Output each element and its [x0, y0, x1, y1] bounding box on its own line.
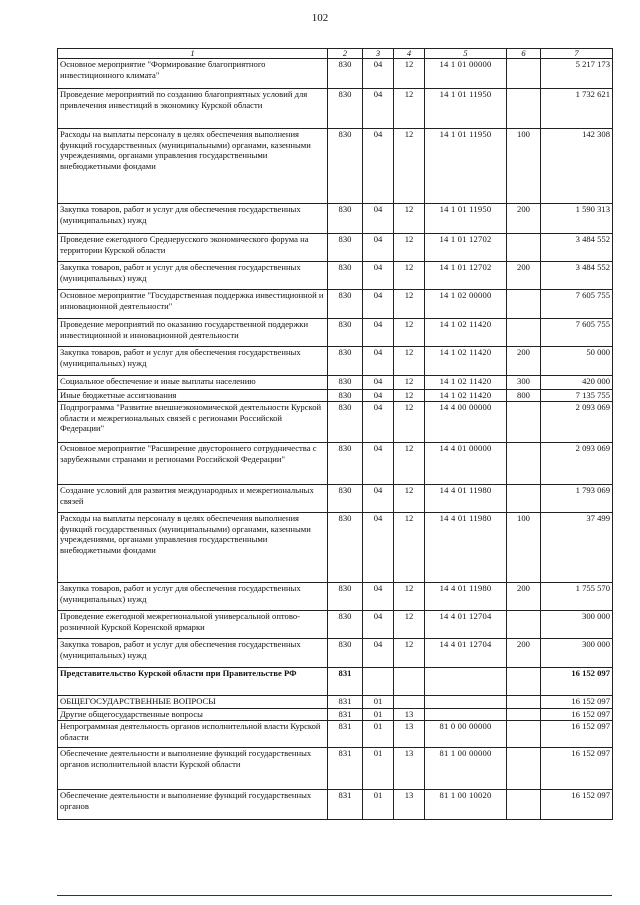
cell-section: 04 [363, 319, 394, 347]
cell-amount: 300 000 [541, 611, 613, 639]
cell-amount: 16 152 097 [541, 748, 613, 790]
cell-name: Иные бюджетные ассигнования [58, 390, 328, 402]
cell-expense: 100 [507, 129, 541, 204]
budget-table [57, 48, 613, 820]
cell-target: 14 4 01 12704 [425, 639, 507, 668]
cell-amount: 16 152 097 [541, 709, 613, 721]
cell-name: Подпрограмма "Развитие внешнеэкономической деятельности Курской области и межрегиональных связей с регионами Российской Федерации" [58, 402, 328, 443]
cell-section: 01 [363, 696, 394, 709]
cell-code: 831 [328, 721, 363, 748]
cell-section: 04 [363, 485, 394, 513]
cell-code: 830 [328, 204, 363, 234]
cell-expense [507, 696, 541, 709]
cell-code: 830 [328, 583, 363, 611]
table-row [58, 234, 613, 262]
cell-code: 830 [328, 319, 363, 347]
cell-amount: 3 484 552 [541, 234, 613, 262]
cell-name: Проведение ежегодного Среднерусского экономического форума на территории Курской области [58, 234, 328, 262]
cell-name: Проведение мероприятий по оказанию государственной поддержки инвестиционной и инновационной деятельности [58, 319, 328, 347]
cell-name: Основное мероприятие "Государственная поддержка инвестиционной и инновационной деятельности" [58, 290, 328, 319]
cell-section: 04 [363, 290, 394, 319]
cell-code: 831 [328, 709, 363, 721]
cell-target: 14 1 01 11950 [425, 129, 507, 204]
cell-target: 14 4 01 11980 [425, 583, 507, 611]
cell-code: 830 [328, 513, 363, 583]
table-row [58, 709, 613, 721]
cell-amount: 5 217 173 [541, 59, 613, 89]
cell-expense [507, 668, 541, 696]
cell-target: 81 1 00 00000 [425, 748, 507, 790]
cell-section: 04 [363, 583, 394, 611]
cell-target [425, 668, 507, 696]
cell-target: 14 4 00 00000 [425, 402, 507, 443]
cell-target [425, 696, 507, 709]
column-header-target: 5 [425, 49, 507, 59]
table-row [58, 319, 613, 347]
cell-subsection: 12 [394, 234, 425, 262]
cell-subsection [394, 696, 425, 709]
cell-name: Закупка товаров, работ и услуг для обеспечения государственных (муниципальных) нужд [58, 204, 328, 234]
cell-expense [507, 748, 541, 790]
cell-code: 830 [328, 59, 363, 89]
cell-code: 830 [328, 639, 363, 668]
cell-amount: 7 135 755 [541, 390, 613, 402]
page-bottom-edge [57, 895, 612, 896]
cell-name: Закупка товаров, работ и услуг для обеспечения государственных (муниципальных) нужд [58, 583, 328, 611]
table-row [58, 347, 613, 376]
cell-subsection: 12 [394, 583, 425, 611]
cell-target: 81 1 00 10020 [425, 790, 507, 820]
cell-subsection: 12 [394, 390, 425, 402]
cell-subsection: 12 [394, 485, 425, 513]
cell-subsection: 12 [394, 262, 425, 290]
cell-amount: 37 499 [541, 513, 613, 583]
cell-code: 830 [328, 376, 363, 390]
table-row [58, 668, 613, 696]
page-number: 102 [311, 12, 329, 24]
cell-name: Представительство Курской области при Правительстве РФ [58, 668, 328, 696]
cell-code: 830 [328, 443, 363, 485]
cell-expense: 800 [507, 390, 541, 402]
cell-subsection: 12 [394, 443, 425, 485]
table-row [58, 748, 613, 790]
cell-expense [507, 59, 541, 89]
cell-code: 830 [328, 89, 363, 129]
cell-section: 04 [363, 390, 394, 402]
cell-subsection: 12 [394, 376, 425, 390]
cell-section: 04 [363, 513, 394, 583]
table-row [58, 204, 613, 234]
cell-subsection: 12 [394, 204, 425, 234]
cell-expense [507, 402, 541, 443]
cell-section: 01 [363, 748, 394, 790]
cell-expense [507, 89, 541, 129]
column-header-expense: 6 [507, 49, 541, 59]
cell-name: Обеспечение деятельности и выполнение функций государственных органов [58, 790, 328, 820]
cell-subsection: 13 [394, 709, 425, 721]
cell-subsection [394, 668, 425, 696]
cell-subsection: 12 [394, 402, 425, 443]
cell-expense [507, 485, 541, 513]
cell-subsection: 12 [394, 513, 425, 583]
cell-section: 04 [363, 59, 394, 89]
cell-name: Проведение ежегодной межрегиональной универсальной оптово-розничной Курской Коренской ярмарки [58, 611, 328, 639]
cell-code: 830 [328, 485, 363, 513]
table-row [58, 611, 613, 639]
cell-target: 14 1 02 11420 [425, 376, 507, 390]
cell-code: 830 [328, 390, 363, 402]
cell-target: 14 1 01 00000 [425, 59, 507, 89]
cell-code: 830 [328, 347, 363, 376]
cell-name: Расходы на выплаты персоналу в целях обеспечения выполнения функций государственных (муниципальными) органами, казенными учреждениями, органами управления государственными внебюджетными фондами [58, 129, 328, 204]
cell-amount: 1 590 313 [541, 204, 613, 234]
cell-target: 14 1 01 11950 [425, 204, 507, 234]
cell-subsection: 12 [394, 319, 425, 347]
cell-target: 14 1 01 12702 [425, 262, 507, 290]
cell-subsection: 12 [394, 290, 425, 319]
cell-expense: 300 [507, 376, 541, 390]
cell-amount: 16 152 097 [541, 668, 613, 696]
cell-section: 04 [363, 639, 394, 668]
cell-subsection: 12 [394, 347, 425, 376]
table-row [58, 262, 613, 290]
table-row [58, 89, 613, 129]
table-row [58, 721, 613, 748]
table-row [58, 790, 613, 820]
cell-target [425, 709, 507, 721]
cell-section: 01 [363, 721, 394, 748]
cell-amount: 1 755 570 [541, 583, 613, 611]
cell-expense: 200 [507, 204, 541, 234]
cell-name: Закупка товаров, работ и услуг для обеспечения государственных (муниципальных) нужд [58, 347, 328, 376]
cell-section [363, 668, 394, 696]
column-header-section: 3 [363, 49, 394, 59]
table-row [58, 485, 613, 513]
column-header-name: 1 [58, 49, 328, 59]
cell-expense [507, 443, 541, 485]
cell-subsection: 12 [394, 639, 425, 668]
cell-expense: 100 [507, 513, 541, 583]
cell-name: Обеспечение деятельности и выполнение функций государственных органов исполнительной власти Курской области [58, 748, 328, 790]
cell-target: 14 4 01 11980 [425, 485, 507, 513]
cell-section: 04 [363, 234, 394, 262]
cell-section: 04 [363, 347, 394, 376]
cell-amount: 420 000 [541, 376, 613, 390]
cell-name: Социальное обеспечение и иные выплаты населению [58, 376, 328, 390]
cell-name: Закупка товаров, работ и услуг для обеспечения государственных (муниципальных) нужд [58, 639, 328, 668]
table-row [58, 290, 613, 319]
cell-target: 14 1 01 12702 [425, 234, 507, 262]
table-body [58, 59, 613, 820]
cell-code: 830 [328, 402, 363, 443]
cell-code: 831 [328, 748, 363, 790]
cell-target: 14 1 02 00000 [425, 290, 507, 319]
cell-section: 01 [363, 790, 394, 820]
cell-amount: 7 605 755 [541, 319, 613, 347]
cell-name: ОБЩЕГОСУДАРСТВЕННЫЕ ВОПРОСЫ [58, 696, 328, 709]
cell-subsection: 12 [394, 59, 425, 89]
cell-target: 81 0 00 00000 [425, 721, 507, 748]
cell-name: Основное мероприятие "Формирование благоприятного инвестиционного климата" [58, 59, 328, 89]
cell-name: Проведение мероприятий по созданию благоприятных условий для привлечения инвестиций в экономику Курской области [58, 89, 328, 129]
cell-expense [507, 234, 541, 262]
cell-code: 830 [328, 129, 363, 204]
table-row [58, 59, 613, 89]
cell-amount: 142 308 [541, 129, 613, 204]
cell-section: 04 [363, 376, 394, 390]
table-row [58, 376, 613, 390]
column-header-subsection: 4 [394, 49, 425, 59]
cell-amount: 1 793 069 [541, 485, 613, 513]
cell-amount: 7 605 755 [541, 290, 613, 319]
cell-expense: 200 [507, 639, 541, 668]
cell-name: Другие общегосударственные вопросы [58, 709, 328, 721]
cell-code: 830 [328, 290, 363, 319]
cell-amount: 1 732 621 [541, 89, 613, 129]
cell-code: 831 [328, 668, 363, 696]
cell-section: 04 [363, 262, 394, 290]
cell-target: 14 1 02 11420 [425, 319, 507, 347]
cell-subsection: 12 [394, 129, 425, 204]
cell-target: 14 1 02 11420 [425, 347, 507, 376]
table-row [58, 696, 613, 709]
cell-target: 14 4 01 11980 [425, 513, 507, 583]
cell-expense [507, 709, 541, 721]
cell-expense [507, 290, 541, 319]
table-row [58, 390, 613, 402]
cell-name: Создание условий для развития международных и межрегиональных связей [58, 485, 328, 513]
cell-subsection: 12 [394, 89, 425, 129]
cell-section: 04 [363, 129, 394, 204]
cell-code: 830 [328, 262, 363, 290]
cell-expense: 200 [507, 583, 541, 611]
cell-expense: 200 [507, 347, 541, 376]
cell-expense [507, 721, 541, 748]
cell-amount: 300 000 [541, 639, 613, 668]
cell-name: Закупка товаров, работ и услуг для обеспечения государственных (муниципальных) нужд [58, 262, 328, 290]
table-row [58, 513, 613, 583]
cell-section: 01 [363, 709, 394, 721]
cell-code: 831 [328, 790, 363, 820]
cell-subsection: 13 [394, 748, 425, 790]
cell-name: Непрограммная деятельность органов исполнительной власти Курской области [58, 721, 328, 748]
cell-name: Расходы на выплаты персоналу в целях обеспечения выполнения функций государственных (муниципальными) органами, казенными учреждениями, органами управления государственными внебюджетными фондами [58, 513, 328, 583]
cell-subsection: 13 [394, 721, 425, 748]
cell-expense [507, 611, 541, 639]
column-header-code: 2 [328, 49, 363, 59]
cell-section: 04 [363, 402, 394, 443]
cell-amount: 2 093 069 [541, 402, 613, 443]
cell-code: 830 [328, 234, 363, 262]
cell-target: 14 1 02 11420 [425, 390, 507, 402]
cell-section: 04 [363, 611, 394, 639]
cell-section: 04 [363, 204, 394, 234]
cell-target: 14 4 01 00000 [425, 443, 507, 485]
cell-amount: 16 152 097 [541, 696, 613, 709]
cell-subsection: 13 [394, 790, 425, 820]
cell-code: 830 [328, 611, 363, 639]
column-header-amount: 7 [541, 49, 613, 59]
cell-expense [507, 319, 541, 347]
cell-section: 04 [363, 443, 394, 485]
table-row [58, 583, 613, 611]
table-row [58, 402, 613, 443]
cell-expense: 200 [507, 262, 541, 290]
cell-amount: 3 484 552 [541, 262, 613, 290]
cell-amount: 50 000 [541, 347, 613, 376]
cell-amount: 16 152 097 [541, 790, 613, 820]
table-header-row [58, 49, 613, 59]
cell-amount: 2 093 069 [541, 443, 613, 485]
cell-target: 14 4 01 12704 [425, 611, 507, 639]
cell-section: 04 [363, 89, 394, 129]
cell-expense [507, 790, 541, 820]
cell-code: 831 [328, 696, 363, 709]
cell-amount: 16 152 097 [541, 721, 613, 748]
table-row [58, 639, 613, 668]
table-row [58, 129, 613, 204]
cell-subsection: 12 [394, 611, 425, 639]
table-row [58, 443, 613, 485]
cell-target: 14 1 01 11950 [425, 89, 507, 129]
cell-name: Основное мероприятие "Расширение двустороннего сотрудничества с зарубежными странами и регионами Российской Федерации" [58, 443, 328, 485]
